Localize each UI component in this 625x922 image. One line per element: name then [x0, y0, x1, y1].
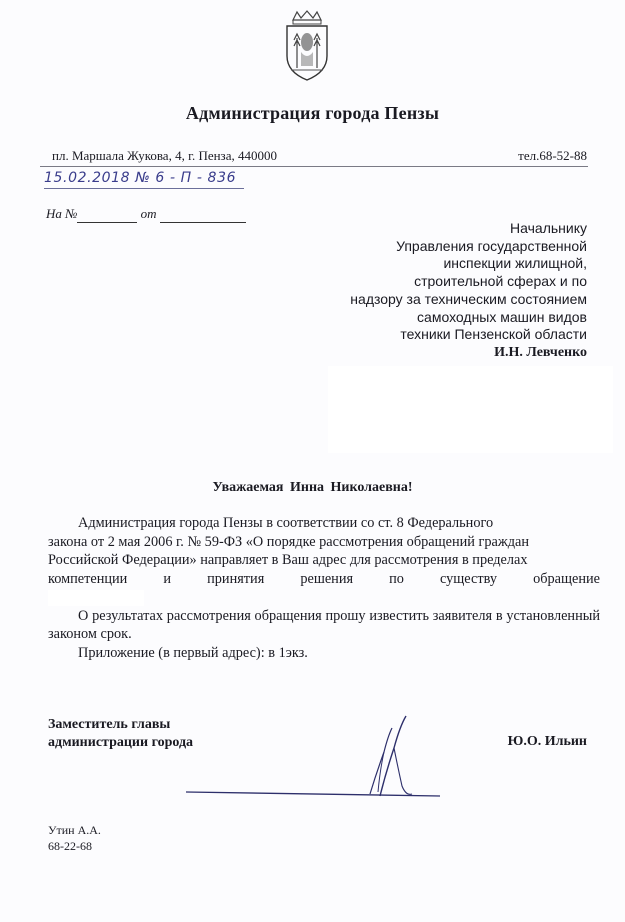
reference-number-blank [77, 206, 137, 223]
body-paragraph-3: Приложение (в первый адрес): в 1экз. [78, 644, 308, 661]
letter-body [48, 514, 600, 662]
recipient-name: И.Н. Левченко [494, 344, 587, 360]
signatory-title-line: Заместитель главы [48, 717, 171, 732]
signatory-title [48, 716, 193, 752]
recipient-line: надзору за техническим состоянием [350, 290, 587, 307]
signatory-title-line: администрации города [48, 735, 194, 750]
signatory-name: Ю.О. Ильин [507, 734, 587, 749]
reference-line [46, 206, 246, 223]
reference-date-label: от [140, 206, 157, 221]
executor-name: Утин А.А. [48, 823, 101, 837]
registration-underline [44, 188, 244, 189]
redacted-area [328, 366, 613, 453]
salutation: Уважаемая Инна Николаевна! [212, 480, 413, 495]
executor-phone: 68-22-68 [48, 839, 92, 853]
coat-of-arms-icon [279, 10, 335, 82]
recipient-line: Начальнику [510, 220, 587, 236]
header-divider [40, 166, 588, 167]
reference-date-blank [160, 206, 246, 223]
recipient-line: самоходных машин видов [417, 308, 587, 325]
recipient-line: техники Пензенской области [400, 326, 587, 343]
recipient-line: строительной сферах и по [414, 273, 587, 290]
body-line: Администрация города Пензы в соответствии со ст. 8 Федерального [78, 515, 494, 531]
organization-address: пл. Маршала Жукова, 4, г. Пенза, 440000 [52, 148, 277, 163]
body-line: закона от 2 мая 2006 г. № 59-ФЗ «О порядке рассмотрения обращений граждан [48, 533, 529, 550]
organization-name: Администрация города Пензы [185, 103, 440, 123]
recipient-block [350, 220, 587, 362]
executor-info [48, 822, 101, 854]
reference-number-label: На № [46, 206, 78, 221]
recipient-line: инспекции жилищной, [443, 255, 587, 272]
body-paragraph-2: О результатах рассмотрения обращения прошу известить заявителя в установленный законом срок. [48, 607, 600, 642]
redacted-line [48, 588, 600, 607]
body-line: Российской Федерации» направляет в Ваш адрес для рассмотрения в пределах [48, 552, 528, 568]
recipient-line: Управления государственной [396, 237, 587, 254]
body-line: компетенции и принятия решения по существу обращение [48, 570, 600, 587]
registration-stamp: 15.02.2018 № 6 - П - 836 [44, 170, 237, 186]
handwritten-signature [180, 712, 450, 812]
redacted-inline [48, 590, 144, 606]
organization-phone: тел.68-52-88 [518, 148, 587, 163]
